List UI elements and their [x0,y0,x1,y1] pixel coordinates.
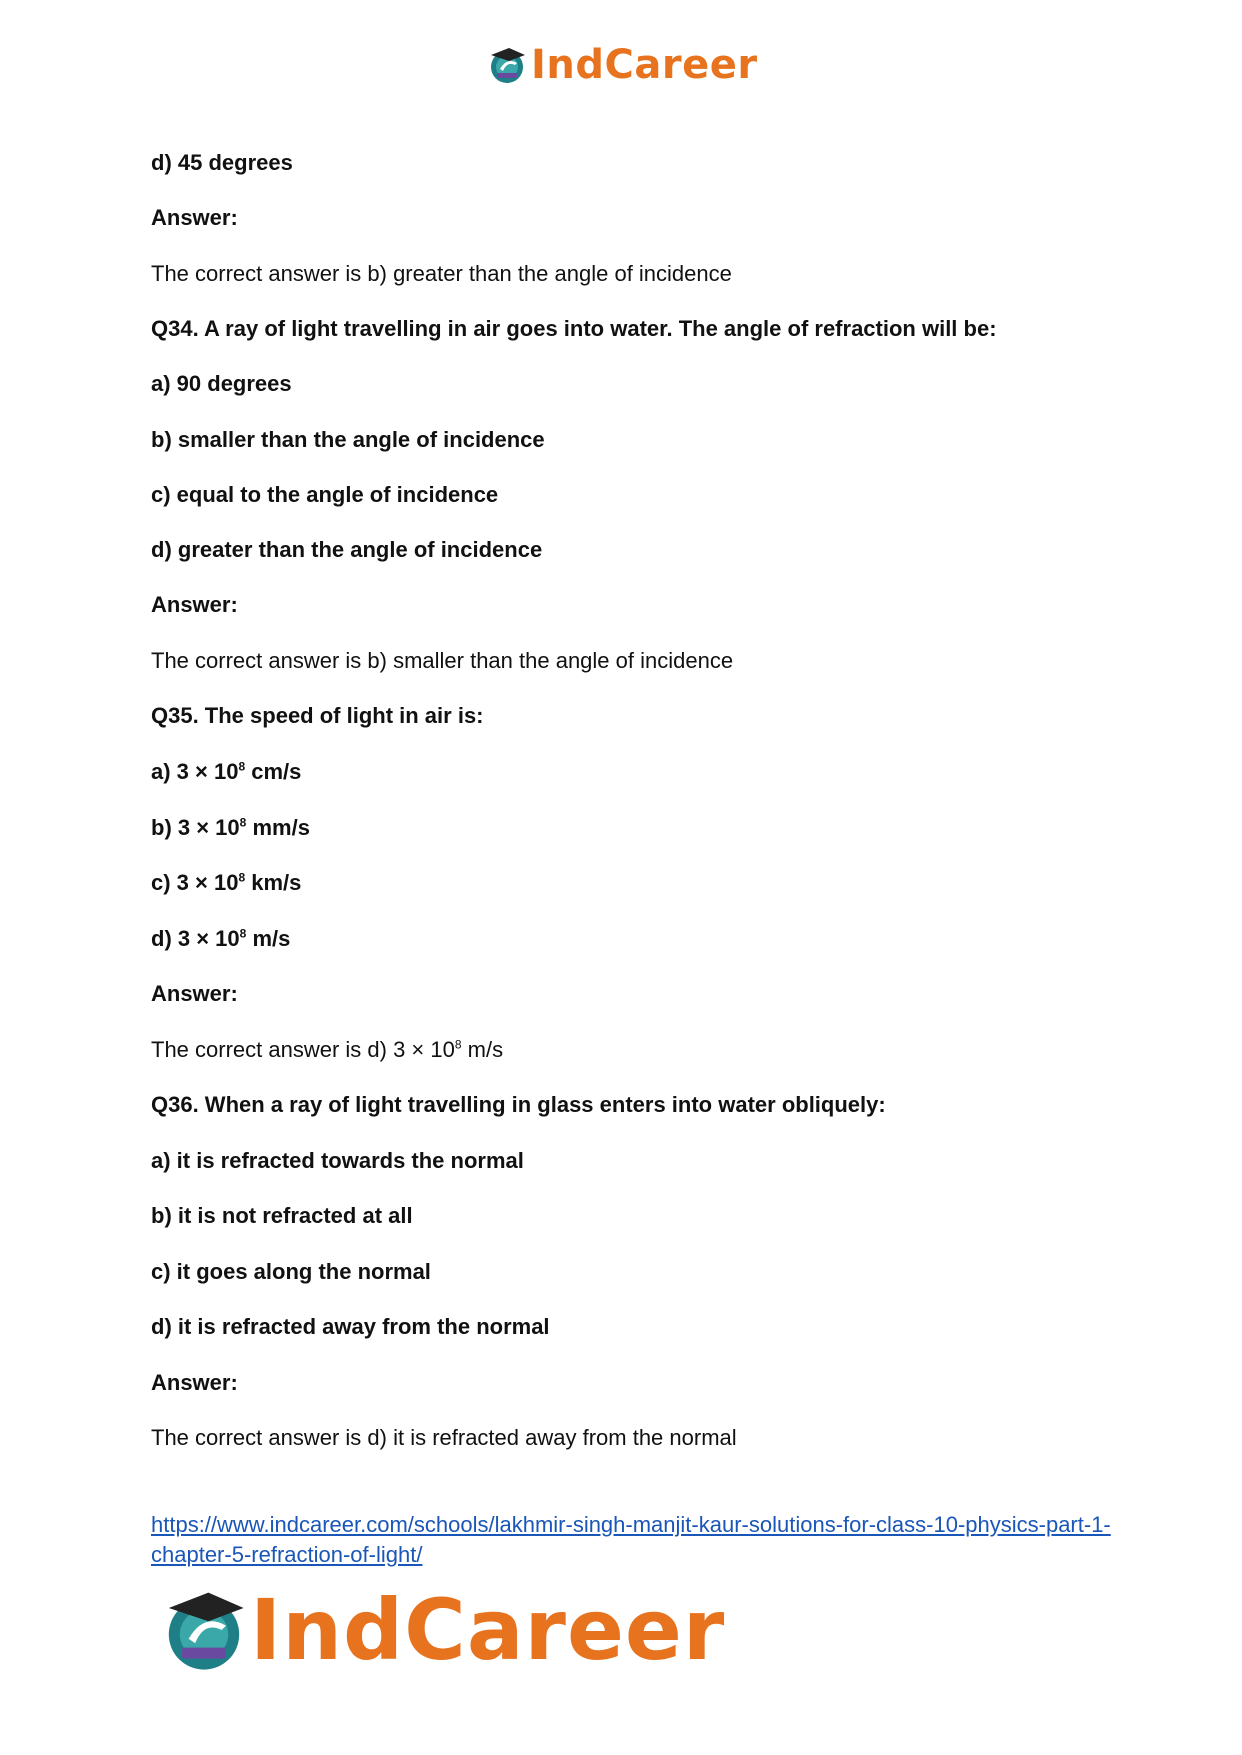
answer-label: Answer: [151,592,238,617]
option-line: c) equal to the angle of incidence [151,482,499,507]
option-line: b) it is not refracted at all [151,1203,413,1228]
graduation-cap-globe-icon [160,1586,248,1674]
option-line: c) it goes along the normal [151,1259,431,1284]
option-line: d) it is refracted away from the normal [151,1314,550,1339]
option-line: d) 45 degrees [151,150,293,175]
answer-text: The correct answer is b) greater than the angle of incidence [151,261,732,286]
option-line: d) $3 \times 10^8$ m/s [151,926,291,951]
answer-text: The correct answer is d) it is refracted away from the normal [151,1425,737,1450]
source-link[interactable]: https://www.indcareer.com/schools/lakhmir-singh-manjit-kaur-solutions-for-class-10-physics-part-1-chapter-5-refraction-of-light/ [151,1512,1111,1567]
option-line: b) smaller than the angle of incidence [151,427,545,452]
graduation-cap-globe-icon [487,45,527,85]
footer-logo [160,1581,726,1679]
answer-text: The correct answer is b) smaller than the angle of incidence [151,648,734,673]
question-heading: Q35. The speed of light in air is: [151,703,484,728]
answer-label: Answer: [151,1370,238,1395]
answer-label: Answer: [151,205,238,230]
answer-label: Answer: [151,981,238,1006]
option-line: a) $3 \times 10^8$ cm/s [151,759,302,784]
header-logo [487,40,758,90]
question-heading: Q34. A ray of light travelling in air goes into water. The angle of refraction will be: [151,316,997,341]
option-line: a) it is refracted towards the normal [151,1148,524,1173]
option-line: c) $3 \times 10^8$ km/s [151,870,302,895]
option-line: b) $3 \times 10^8$ mm/s [151,815,310,840]
answer-text: The correct answer is d) $3 \times 10^8$ m/s [151,1037,504,1062]
logo-wordmark: IndCareer [531,42,758,88]
option-line: d) greater than the angle of incidence [151,537,543,562]
question-heading: Q36. When a ray of light travelling in glass enters into water obliquely: [151,1092,886,1117]
option-line: a) 90 degrees [151,371,292,396]
logo-wordmark: IndCareer [250,1581,726,1679]
